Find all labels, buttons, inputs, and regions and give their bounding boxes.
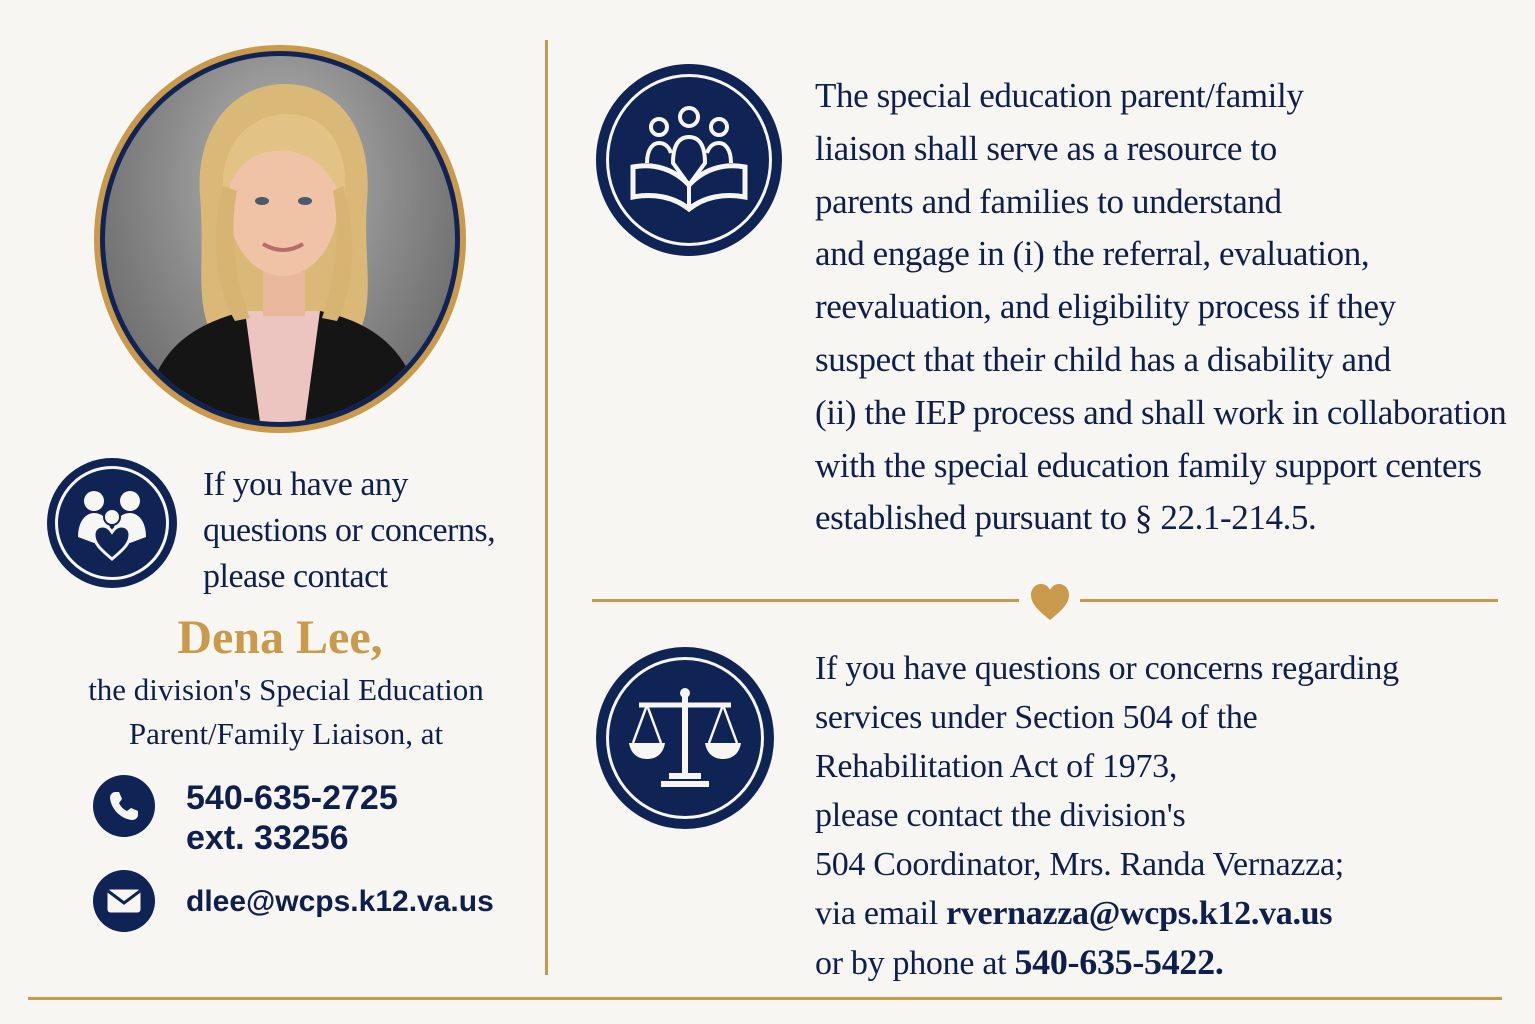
coordinator-email[interactable]: rvernazza@wcps.k12.va.us bbox=[946, 895, 1333, 932]
paragraph-line: reevaluation, and eligibility process if they bbox=[815, 287, 1396, 327]
section504-info bbox=[815, 644, 1515, 988]
bottom-divider bbox=[28, 997, 1502, 1000]
phone-number: 540-635-2725 bbox=[186, 779, 398, 817]
liaison-description bbox=[815, 70, 1515, 545]
paragraph-line: established pursuant to § 22.1-214.5. bbox=[815, 498, 1317, 538]
paragraph-line: services under Section 504 of the bbox=[815, 699, 1258, 736]
paragraph-line: 504 Coordinator, Mrs. Randa Vernazza; bbox=[815, 846, 1344, 883]
coordinator-phone[interactable]: 540-635-5422. bbox=[1014, 942, 1224, 982]
intro-line: If you have any bbox=[203, 466, 408, 503]
intro-line: please contact bbox=[203, 558, 388, 595]
liaison-phone[interactable] bbox=[186, 778, 398, 858]
paragraph-line: liaison shall serve as a resource to bbox=[815, 128, 1277, 168]
intro-line: questions or concerns, bbox=[203, 512, 496, 549]
email-icon bbox=[93, 870, 155, 932]
contact-intro bbox=[203, 462, 533, 600]
role-line: Parent/Family Liaison, at bbox=[128, 716, 444, 751]
section-divider-left bbox=[592, 599, 1019, 602]
paragraph-line: If you have questions or concerns regarding bbox=[815, 650, 1399, 687]
paragraph-line: suspect that their child has a disability and bbox=[815, 339, 1391, 379]
family-reading-icon bbox=[596, 64, 782, 256]
email-line bbox=[815, 889, 1515, 938]
paragraph-line: and engage in (i) the referral, evaluation, bbox=[815, 234, 1370, 274]
email-prefix: via email bbox=[815, 895, 947, 932]
family-heart-icon bbox=[47, 458, 177, 588]
liaison-email[interactable]: dlee@wcps.k12.va.us bbox=[186, 885, 494, 918]
phone-prefix: or by phone at bbox=[815, 945, 1015, 982]
paragraph-line: please contact the division's bbox=[815, 797, 1186, 834]
paragraph-line: (ii) the IEP process and shall work in collaboration bbox=[815, 392, 1507, 432]
scales-of-justice-icon bbox=[596, 647, 774, 829]
paragraph-line: with the special education family support centers bbox=[815, 445, 1482, 485]
liaison-role bbox=[0, 668, 572, 756]
liaison-portrait bbox=[94, 45, 466, 433]
vertical-divider bbox=[545, 40, 548, 975]
phone-extension: ext. 33256 bbox=[186, 819, 349, 857]
phone-line bbox=[815, 938, 1515, 988]
portrait-illustration bbox=[105, 56, 455, 422]
paragraph-line: The special education parent/family bbox=[815, 76, 1304, 115]
paragraph-line: parents and families to understand bbox=[815, 181, 1282, 221]
phone-icon bbox=[93, 775, 155, 837]
liaison-name: Dena Lee, bbox=[177, 611, 383, 664]
paragraph-line: Rehabilitation Act of 1973, bbox=[815, 748, 1178, 785]
heart-divider-icon bbox=[1029, 582, 1071, 622]
section-divider-right bbox=[1080, 599, 1498, 602]
role-line: the division's Special Education bbox=[88, 672, 484, 707]
